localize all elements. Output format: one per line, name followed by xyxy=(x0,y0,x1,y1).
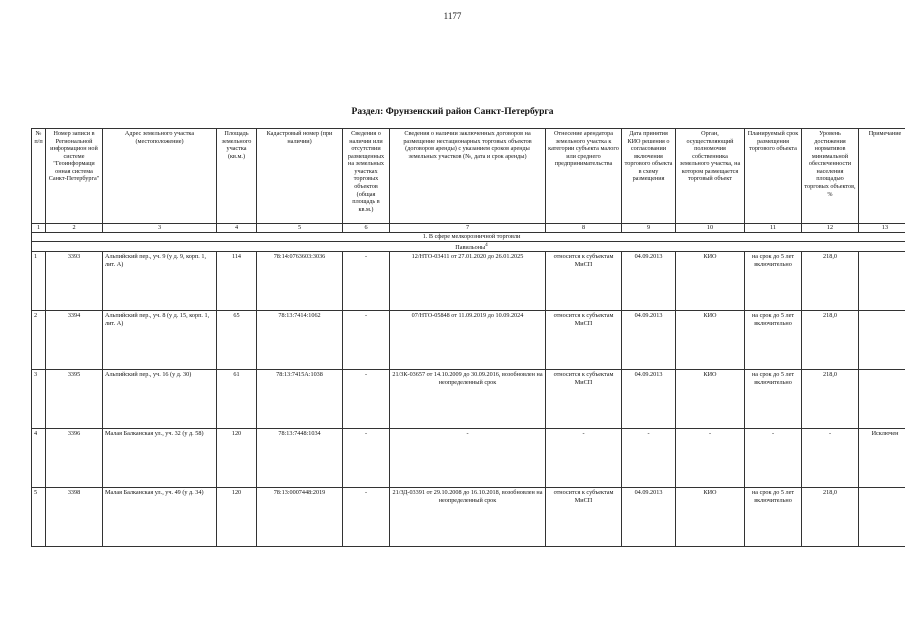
column-header: Сведения о наличии или отсутствии размещенных на земельных участках торговых объектов (общая площадь в кв.м.) xyxy=(343,129,390,224)
cell-address: Альпийский пер., уч. 9 (у д. 9, корп. 1, лит. А) xyxy=(103,252,217,311)
cell-decision-date: 04.09.2013 xyxy=(622,252,676,311)
cell-authority: КИО xyxy=(676,370,745,429)
cell-index: 2 xyxy=(32,311,46,370)
cell-provision-level: 218,0 xyxy=(802,252,859,311)
cell-decision-date: 04.09.2013 xyxy=(622,311,676,370)
column-number: 6 xyxy=(343,224,390,233)
column-number: 9 xyxy=(622,224,676,233)
footnote-mark: 4 xyxy=(485,241,488,248)
section-title: Раздел: Фрунзенский район Санкт-Петербурга xyxy=(351,107,554,117)
column-number: 1 xyxy=(32,224,46,233)
cell-record-number: 3395 xyxy=(46,370,103,429)
cell-sme-status: относится к субъектам МиСП xyxy=(546,252,622,311)
column-header: Орган, осуществляющий полномочия собственника земельного участка, на котором размещается торговый объект xyxy=(676,129,745,224)
cell-provision-level: 218,0 xyxy=(802,311,859,370)
cell-contract: - xyxy=(390,429,546,488)
cell-record-number: 3394 xyxy=(46,311,103,370)
column-number: 4 xyxy=(217,224,257,233)
cell-index: 5 xyxy=(32,488,46,547)
table-row xyxy=(32,488,905,547)
column-header: Площадь земельного участка (кв.м.) xyxy=(217,129,257,224)
column-number: 10 xyxy=(676,224,745,233)
cell-existing-objects: - xyxy=(343,370,390,429)
section-heading: 1. В сфере мелкорозничной торговли xyxy=(32,232,905,241)
cell-cadastral-number: 78:13:7448:1034 xyxy=(257,429,343,488)
cell-contract: 21/ЗД-03391 от 29.10.2008 до 16.10.2018, возобновлен на неопределенный срок xyxy=(390,488,546,547)
cell-record-number: 3398 xyxy=(46,488,103,547)
cell-address: Малая Балканская ул., уч. 32 (у д. 58) xyxy=(103,429,217,488)
cell-sme-status: относится к субъектам МиСП xyxy=(546,488,622,547)
cell-sme-status: - xyxy=(546,429,622,488)
cell-note xyxy=(859,252,905,311)
cell-note xyxy=(859,370,905,429)
table-row xyxy=(32,311,905,370)
cell-contract: 12/НТО-03411 от 27.01.2020 до 26.01.2025 xyxy=(390,252,546,311)
subsection-heading-row xyxy=(32,241,905,252)
column-header: Номер записи в Региональной информацион ной системе "Геоинформаци онная система Санкт-Петербурга" xyxy=(46,129,103,224)
cell-authority: КИО xyxy=(676,488,745,547)
cell-authority: - xyxy=(676,429,745,488)
column-number: 13 xyxy=(859,224,905,233)
table-row xyxy=(32,370,905,429)
cell-authority: КИО xyxy=(676,252,745,311)
table-row xyxy=(32,252,905,311)
cell-decision-date: 04.09.2013 xyxy=(622,370,676,429)
table-row xyxy=(32,429,905,488)
section-heading-row xyxy=(32,232,905,241)
column-header: Адрес земельного участка (местоположение) xyxy=(103,129,217,224)
cell-existing-objects: - xyxy=(343,488,390,547)
cell-note xyxy=(859,488,905,547)
column-header: Примечание xyxy=(859,129,905,224)
cell-contract: 21/ЗК-03657 от 14.10.2009 до 30.09.2016, возобновлен на неопределенный срок xyxy=(390,370,546,429)
cell-record-number: 3393 xyxy=(46,252,103,311)
header-row xyxy=(32,129,905,224)
column-header: Кадастровый номер (при наличии) xyxy=(257,129,343,224)
cell-index: 1 xyxy=(32,252,46,311)
subsection-label: Павильоны xyxy=(455,243,486,251)
cell-planned-term: на срок до 5 лет включительно xyxy=(745,488,802,547)
cell-planned-term: на срок до 5 лет включительно xyxy=(745,370,802,429)
cell-address: Малая Балканская ул., уч. 49 (у д. 34) xyxy=(103,488,217,547)
cell-note xyxy=(859,311,905,370)
cell-decision-date: - xyxy=(622,429,676,488)
cell-authority: КИО xyxy=(676,311,745,370)
column-number: 11 xyxy=(745,224,802,233)
cell-area: 65 xyxy=(217,311,257,370)
column-number: 8 xyxy=(546,224,622,233)
column-number: 5 xyxy=(257,224,343,233)
land-plots-table xyxy=(31,128,905,547)
cell-existing-objects: - xyxy=(343,311,390,370)
column-number: 2 xyxy=(46,224,103,233)
cell-area: 120 xyxy=(217,429,257,488)
cell-cadastral-number: 78:13:0007448:2019 xyxy=(257,488,343,547)
cell-provision-level: 218,0 xyxy=(802,370,859,429)
cell-sme-status: относится к субъектам МиСП xyxy=(546,311,622,370)
cell-planned-term: - xyxy=(745,429,802,488)
cell-existing-objects: - xyxy=(343,252,390,311)
column-header: Планируемый срок размещения торгового объекта xyxy=(745,129,802,224)
cell-index: 3 xyxy=(32,370,46,429)
column-number: 3 xyxy=(103,224,217,233)
cell-area: 114 xyxy=(217,252,257,311)
column-header: № п/п xyxy=(32,129,46,224)
cell-provision-level: - xyxy=(802,429,859,488)
column-number-row xyxy=(32,224,905,233)
column-header: Отнесение арендатора земельного участка к категории субъекта малого или среднего предпринимательства xyxy=(546,129,622,224)
cell-cadastral-number: 78:13:7414:1062 xyxy=(257,311,343,370)
subsection-heading xyxy=(32,241,905,252)
column-number: 7 xyxy=(390,224,546,233)
cell-planned-term: на срок до 5 лет включительно xyxy=(745,252,802,311)
column-header: Уровень достижения нормативов минимальной обеспеченности населения площадью торговых объектов, % xyxy=(802,129,859,224)
cell-cadastral-number: 78:13:7415А:1038 xyxy=(257,370,343,429)
column-header: Сведения о наличии заключенных договоров на размещение нестационарных торговых объектов (договоров аренды) с указанием сроков аренды земельных участков (№, дата и срок аренды) xyxy=(390,129,546,224)
cell-provision-level: 218,0 xyxy=(802,488,859,547)
cell-index: 4 xyxy=(32,429,46,488)
column-number: 12 xyxy=(802,224,859,233)
cell-sme-status: относится к субъектам МиСП xyxy=(546,370,622,429)
cell-contract: 07/НТО-05848 от 11.09.2019 до 10.09.2024 xyxy=(390,311,546,370)
cell-cadastral-number: 78:14:0763603:3036 xyxy=(257,252,343,311)
cell-planned-term: на срок до 5 лет включительно xyxy=(745,311,802,370)
cell-address: Альпийский пер., уч. 16 (у д. 30) xyxy=(103,370,217,429)
cell-area: 61 xyxy=(217,370,257,429)
cell-record-number: 3396 xyxy=(46,429,103,488)
page-number: 1177 xyxy=(443,11,462,21)
cell-existing-objects: - xyxy=(343,429,390,488)
cell-note: Исключен xyxy=(859,429,905,488)
cell-area: 120 xyxy=(217,488,257,547)
column-header: Дата принятия КИО решения о согласовании включения торгового объекта в схему размещения xyxy=(622,129,676,224)
cell-decision-date: 04.09.2013 xyxy=(622,488,676,547)
cell-address: Альпийский пер., уч. 8 (у д. 15, корп. 1, лит. А) xyxy=(103,311,217,370)
